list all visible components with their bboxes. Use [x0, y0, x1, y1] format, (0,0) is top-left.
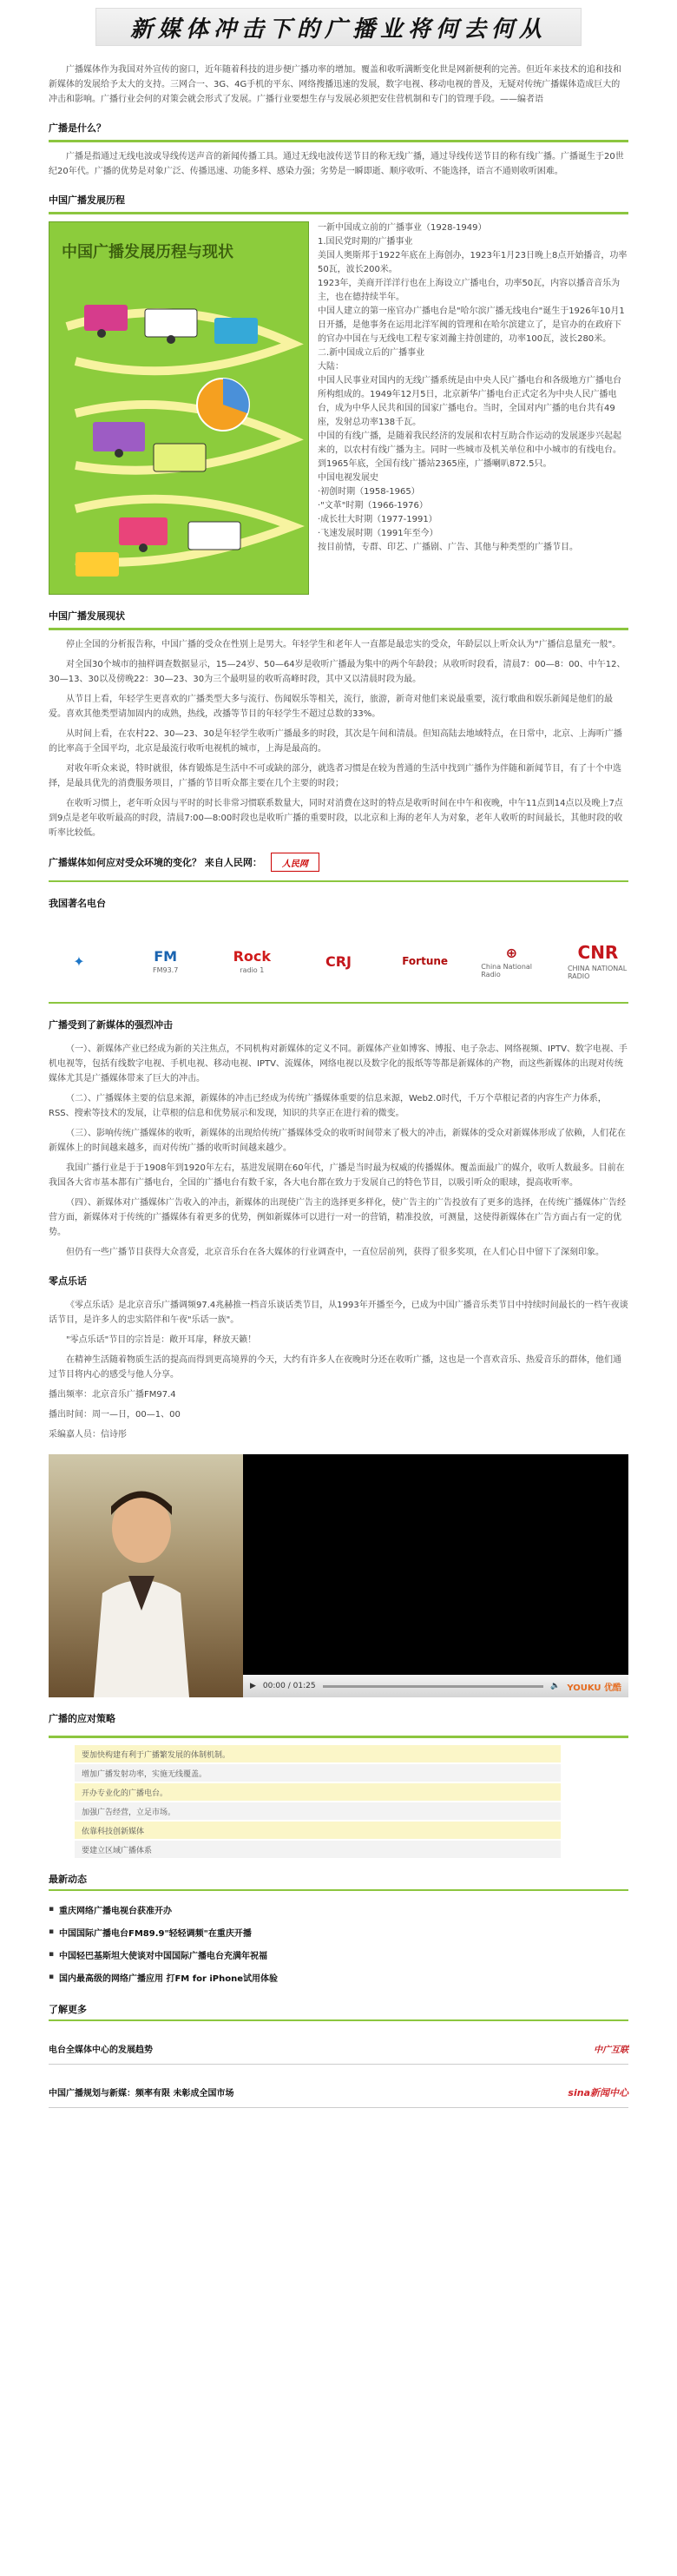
station-logo-mark: CNR — [577, 942, 619, 963]
news-heading: 最新动态 — [49, 1872, 628, 1891]
history-heading: 中国广播发展历程 — [49, 193, 628, 214]
history-line: 中国人民事业对国内的无线广播系统是由中央人民广播电台和各级地方广播电台所构组成的。1949年12月5日，北京新华广播电台正式定名为中央人民广播电台，成为中华人民共和国的国家广播电台。当时，全国对内广播的电台共有49座，发射总功率138千瓦。 — [318, 376, 621, 427]
impact-paragraph: 我国广播行业是于于1908年到1920年左右，基进发展期在60年代，广播是当时最为权威的传播媒体。覆盖面最广的媒介，收听人数最多。目前在我国各大省市基本都有广播电台，全国的广播电台有数千家，各大电台都在致力于发展自己的特色节目，以吸引听众的眼球，提高收听率。 — [49, 1163, 625, 1188]
program-paragraph: 在精神生活随着物质生活的提高而得到更高境界的今天，大约有许多人在夜晚时分还在收听广播，这也是一个喜欢音乐、热爱音乐的群体，他们通过节目将内心的感受与他人分享。 — [49, 1355, 621, 1380]
program-paragraph: "零点乐话"节目的宗旨是：敞开耳扉，释放天籁！ — [66, 1335, 257, 1345]
media-row — [49, 1454, 628, 1697]
history-line: 1923年，美商开洋洋行也在上海设立广播电台，功率50瓦，内容以播音音乐为主，也在德持续半年。 — [318, 279, 621, 302]
source-logo: sina新闻中心 — [568, 2086, 628, 2098]
banner-frame — [95, 8, 582, 46]
history-line: 二.新中国成立后的广播事业 — [318, 348, 425, 358]
station-logo-4[interactable] — [308, 933, 369, 989]
volume-icon[interactable]: 🔈 — [550, 1682, 561, 1690]
host-figure — [85, 1480, 198, 1697]
news-link[interactable]: ▪ 中国轻巴基斯坦大使谈对中国国际广播电台充满年祝福 — [49, 1943, 628, 1966]
intro-text: 广播媒体作为我国对外宣传的窗口，近年随着科技的进步便广播功率的增加。覆盖和收听满断变化世是网新便利的完善。但近年来技术的追和技和新媒体的发展给予太大的支持。三网合一、3G、4G手机的平东、网络搜播迅速的发展，数字电视、移动电视的普及，无疑对传统广播媒体造成巨大的冲击和影响。广播行业会何的对策会就会形式了发展。广播行业要想生存与发展必须把安住营机制和专门的管理手段。——编者语 — [49, 65, 621, 104]
history-line: 1.国民党时期的广播事业 — [318, 237, 413, 247]
impact-paragraph: （二）、广播媒体主要的信息来源，新媒体的冲击已经成为传统广播媒体重要的信息来源，Web2.0时代，千万个草根记者的内容生产力体系，RSS、搜索等技术的发展，让草根的信息和优势展示和发现，知识的共享正在进行着的微变。 — [49, 1094, 607, 1118]
station-logo-6[interactable] — [481, 933, 542, 989]
station-logo-sub: China National Radio — [481, 962, 533, 978]
what-is-heading: 广播是什么？ — [49, 121, 628, 142]
infographic-title: 中国广播发展历程与现状 — [62, 243, 233, 261]
strategy-list — [49, 1736, 628, 1858]
more-row-2[interactable] — [49, 2077, 628, 2108]
history-line: 中国电视发展史 — [318, 473, 378, 483]
video-brand-logo: YOUKU 优酷 — [567, 1683, 621, 1693]
video-time: 00:00 / 01:25 — [262, 1682, 316, 1690]
question-row — [49, 853, 628, 882]
stations-heading: 我国著名电台 — [49, 898, 106, 909]
station-logo-sub: CHINA NATIONAL RADIO — [567, 965, 628, 980]
source-logo: 中广互联 — [594, 2046, 628, 2055]
peoples-daily-logo-link[interactable]: 人民网 — [271, 853, 319, 872]
more-row-1[interactable] — [49, 2033, 628, 2065]
station-logo-mark: Fortune — [402, 955, 449, 967]
history-line: ·飞速发展时期（1991年至今） — [318, 529, 438, 538]
history-line: ·"文革"时期（1966-1976） — [318, 501, 428, 511]
impact-paragraph: 但仍有一些广播节目获得大众喜爱，北京音乐台在各大媒体的行业调查中，一直位居前列，获得了很多奖项，在人们心目中留下了深刻印象。 — [66, 1248, 604, 1257]
history-line: 中国的有线广播，是随着我民经济的发展和农村互助合作运动的发展逐步兴起起来的，以农村有线广播为主。同时一些城市及机关单位和中小城市的有线电台。到1965年底，全国有线广播站2365座，广播喇叭872.5只。 — [318, 432, 621, 469]
what-is-text: 广播是指通过无线电波或导线传送声音的新闻传播工具。通过无线电波传送节目的称无线广播，通过导线传送节目的称有线广播。广播诞生于20世纪20年代。广播的优势是对象广泛、传播迅速、功能多样、感染力强；劣势是一瞬即逝、顺序收听、不能选择，语言不通则收听困难。 — [49, 152, 624, 176]
station-logo-2[interactable] — [135, 933, 196, 989]
strategy-item: 要建立区域广播体系 — [75, 1841, 561, 1858]
banner-title: 新媒体冲击下的广播业将何去何从 — [129, 16, 547, 43]
strategy-item: 要加快构建有利于广播繁发展的体制机制。 — [75, 1745, 561, 1762]
impact-paragraph: （一）、新媒体产业已经成为新的关注焦点，不同机构对新媒体的定义不同。新媒体产业如博客、博报、电子杂志、网络视频、IPTV、数字电视、手机电视等，包括有线数字电视、手机电视、移动电视、IPTV、流媒体，网络电视以及数字化的报纸等等都是新媒体的产物，而这些新媒体的出现对传统媒体尤其是广播媒体带来了巨大的冲击。 — [49, 1044, 628, 1084]
news-list — [49, 1898, 628, 1988]
banner — [0, 0, 677, 54]
station-logo-mark: FM — [154, 948, 178, 965]
station-logo-1[interactable] — [49, 933, 109, 989]
status-paragraph: 停止全国的分析报告称，中国广播的受众在性别上是男大。年轻学生和老年人一直都是最忠实的受众，年龄层以上听众认为"广播信息量充一般"。 — [66, 640, 621, 649]
more-link-text[interactable]: 中国广播规划与新媒：频率有限 未彰成全国市场 — [49, 2089, 234, 2098]
status-paragraph: 从节目上看，年轻学生更喜欢的广播类型大多与流行、伤闻娱乐等相关，流行，旅游，新奇对他们来说最重要，流行歌曲和娱乐新闻是他们的最爱。喜欢其他类型请加固内的成熟，热线，改播等节目的年轻学生不超过总数的33%。 — [49, 695, 613, 719]
strategy-item: 增加广播发射功率，实施无线覆盖。 — [75, 1764, 561, 1782]
program-paragraph: 《零点乐话》是北京音乐广播调频97.4兆赫推一档音乐谈话类节目，从1993年开播至今，已成为中国广播音乐类节目中持续时间最长的一档午夜谈话节目，是许多人的忠实陪伴和午夜"乐话一族"。 — [49, 1301, 628, 1325]
impact-paragraph: （三）、影响传统广播媒体的收听，新媒体的出现给传统广播媒体受众的收听时间带来了极大的冲击，新媒体的受众对新媒体形成了依赖，人们花在新媒体上的时间越来越多，而对传统广播的收听时间越来越少。 — [49, 1129, 626, 1153]
station-logo-3[interactable] — [221, 933, 282, 989]
infographic-art — [49, 222, 309, 595]
video-progress-bar[interactable] — [323, 1685, 544, 1688]
station-logo-7[interactable] — [568, 933, 628, 989]
station-logos — [49, 920, 628, 1004]
interview-credit: 采编嘉人员：信诗彤 — [49, 1430, 127, 1440]
status-paragraph: 从时间上看，在农村22、30—23、30是年轻学生收听广播最多的时段，其次是午间和清晨。但知高陆去地域特点，在日常中，北京、上海听广播的比率高于全国平均，北京是最流行收听电视机的城市，上海是最高的。 — [49, 729, 622, 754]
status-paragraph: 在收听习惯上，老年听众因与平时的时长非常习惯联系数量大，同时对消费在这时的特点是收听时间在中午和夜晚，中午11点到14点以及晚上7点到9点是老年收听最高的时段，清晨7:00—8:00时段也是收听广播的重要时段，以北京和上海的老年人为对象，老年人收听的时间最长，其他时段的收听率比较低。 — [49, 799, 623, 838]
station-logo-5[interactable] — [395, 933, 456, 989]
history-line: 大陆： — [318, 362, 344, 372]
station-logo-mark: Rock — [233, 948, 272, 965]
play-icon[interactable]: ▶ — [250, 1682, 256, 1690]
status-paragraph: 对全国30个城市的抽样调查数据显示，15—24岁、50—64岁是收听广播最为集中的两个年龄段；从收听时段看，清晨7：00—8：00、中午12、30—13、30以及傍晚22：30—23、30为三个最明显的收听高峰时段，其中又以清晨时段为最。 — [49, 660, 626, 684]
more-link-text[interactable]: 电台全媒体中心的发展趋势 — [49, 2046, 153, 2055]
video-controls — [243, 1675, 628, 1697]
history-infographic — [49, 221, 309, 595]
station-logo-mark: ✦ — [73, 952, 85, 970]
station-logo-mark: CRJ — [325, 952, 352, 970]
strategy-item: 加强广告经营，立足市场。 — [75, 1802, 561, 1820]
history-line: ·初创时期（1958-1965） — [318, 487, 420, 497]
station-logo-sub: FM93.7 — [152, 966, 179, 974]
more-heading: 了解更多 — [49, 2002, 628, 2021]
host-photo — [49, 1454, 243, 1697]
history-line: 美国人奥斯邦于1922年底在上海创办，1923年1月23日晚上8点开始播音，功率50瓦，波长200米。 — [318, 251, 628, 274]
video-player[interactable] — [243, 1454, 628, 1697]
strategy-section — [49, 1711, 628, 1858]
strategy-heading: 广播的应对策略 — [49, 1713, 115, 1724]
question-text: 广播媒体如何应对受众环境的变化？ 来自人民网： — [49, 857, 262, 868]
broadcast-frequency: 播出频率：北京音乐广播FM97.4 — [49, 1390, 176, 1400]
history-line: 按目前情，专群、印艺、广播剧、广告、其他与种类型的广播节目。 — [318, 543, 578, 552]
news-link[interactable]: ▪ 重庆网络广播电视台获准开办 — [49, 1898, 628, 1920]
news-link[interactable]: ▪ 国内最高级的网络广播应用 打FM for iPhone试用体验 — [49, 1966, 628, 1988]
status-paragraph: 对收年听众来说，特时就很，体育锻炼是生活中不可或缺的部分，就选者习惯是在较为普通的生活中找到广播作为伴随和新闻节目，有了十个中选择，是最具优先的消费服务项目，广播的节目听众都主要在几个主要的时段； — [49, 764, 621, 788]
news-link[interactable]: ▪ 中国国际广播电台FM89.9"轻轻调频"在重庆开播 — [49, 1920, 628, 1943]
station-logo-mark: ⊕ — [505, 944, 517, 961]
history-section — [49, 221, 628, 595]
history-line: 中国人建立的第一座官办广播电台是"哈尔滨广播无线电台"诞生于1926年10月1日开播，是他事务在运用北洋军阀的管理和在哈尔滨建立了，是官办的在政府下的官办中国在与无线电工程专家刘瀚主持创建的，功率100瓦，波长280米。 — [318, 306, 625, 344]
impact-heading: 广播受到了新媒体的强烈冲击 — [49, 1019, 173, 1031]
program-heading: 零点乐话 — [49, 1275, 87, 1287]
history-text — [318, 221, 628, 595]
impact-paragraph: （四）、新媒体对广播媒体广告收入的冲击，新媒体的出现使广告主的选择更多样化，使广告主的广告投放有了更多的选择，在传统广播媒体广告经营方面，新媒体对于传统的广播媒体有着更多的优势，例如新媒体可以进行一对一的营销，精准投放，可测量，这使得新媒体在广告方面占有一定的优势。 — [49, 1198, 626, 1237]
strategy-item: 开办专业化的广播电台。 — [75, 1783, 561, 1801]
broadcast-time: 播出时间：周一—日，00—1、00 — [49, 1410, 181, 1420]
status-heading: 中国广播发展现状 — [49, 609, 628, 630]
strategy-item: 依靠科技创新媒体 — [75, 1822, 561, 1839]
history-line: ·成长壮大时期（1977-1991） — [318, 515, 437, 524]
station-logo-sub: radio 1 — [240, 966, 265, 974]
history-line: 一新中国成立前的广播事业（1928-1949） — [318, 223, 487, 233]
